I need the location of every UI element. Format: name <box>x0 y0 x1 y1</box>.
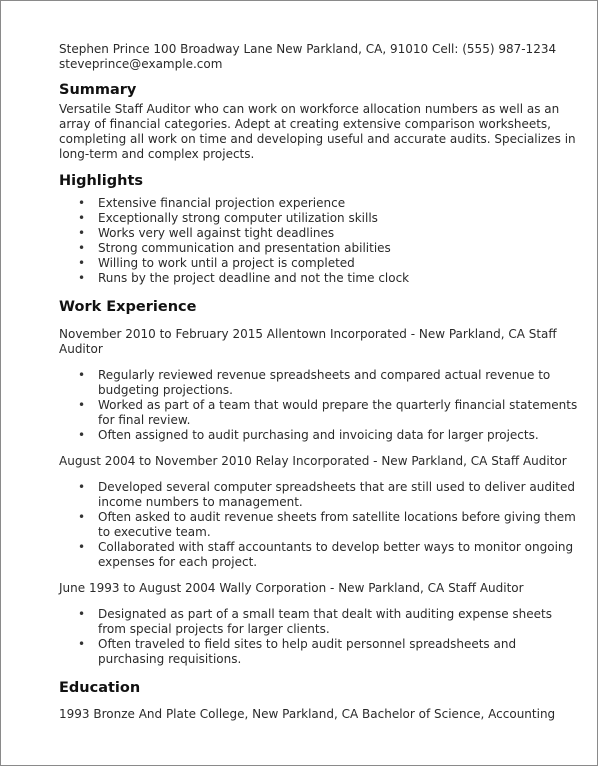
job-bullet: • Worked as part of a team that would prepare the quarterly financial statements for final review. <box>98 398 579 428</box>
highlight-item: • Runs by the project deadline and not the time clock <box>98 271 579 286</box>
job-bullet: • Often asked to audit revenue sheets from satellite locations before giving them to executive team. <box>98 510 579 540</box>
highlight-item: • Works very well against tight deadlines <box>98 226 579 241</box>
job-bullet-list <box>59 368 579 443</box>
job-bullet-list <box>59 607 579 667</box>
highlight-item: • Strong communication and presentation abilities <box>98 241 579 256</box>
work-experience-heading: Work Experience <box>59 299 197 315</box>
job-bullet: • Often traveled to field sites to help audit personnel spreadsheets and purchasing requisitions. <box>98 637 579 667</box>
highlight-item: • Willing to work until a project is completed <box>98 256 579 271</box>
highlights-heading: Highlights <box>59 173 144 189</box>
job-bullet: • Regularly reviewed revenue spreadsheets and compared actual revenue to budgeting projections. <box>98 368 579 398</box>
email-line: steveprince@example.com <box>59 57 223 71</box>
job-header: November 2010 to February 2015 Allentown Incorporated - New Parkland, CA Staff Auditor <box>59 327 557 356</box>
education-heading: Education <box>59 680 141 696</box>
summary-text: Versatile Staff Auditor who can work on workforce allocation numbers as well as an array of financial categories. Adept at creating extensive comparison worksheets, completing all work on time and developing useful and accurate audits. Specializes in long-term and complex projects. <box>59 102 576 161</box>
job-bullet: • Designated as part of a small team that dealt with auditing expense sheets from special projects for larger clients. <box>98 607 579 637</box>
highlights-list <box>59 196 579 286</box>
highlight-item: • Extensive financial projection experience <box>98 196 579 211</box>
job-header: August 2004 to November 2010 Relay Incorporated - New Parkland, CA Staff Auditor <box>59 454 567 468</box>
job-bullet-list <box>59 480 579 570</box>
job-bullet: • Often assigned to audit purchasing and invoicing data for larger projects. <box>98 428 579 443</box>
highlight-item: • Exceptionally strong computer utilization skills <box>98 211 579 226</box>
summary-heading: Summary <box>59 82 137 98</box>
job-bullet: • Collaborated with staff accountants to develop better ways to monitor ongoing expenses for each project. <box>98 540 579 570</box>
contact-block <box>59 42 579 72</box>
job-bullet: • Developed several computer spreadsheets that are still used to deliver audited income numbers to management. <box>98 480 579 510</box>
contact-line: Stephen Prince 100 Broadway Lane New Parkland, CA, 91010 Cell: (555) 987-1234 <box>59 42 557 56</box>
job-header: June 1993 to August 2004 Wally Corporation - New Parkland, CA Staff Auditor <box>59 581 524 595</box>
resume-content <box>59 42 579 722</box>
education-text: 1993 Bronze And Plate College, New Parkland, CA Bachelor of Science, Accounting <box>59 707 556 721</box>
